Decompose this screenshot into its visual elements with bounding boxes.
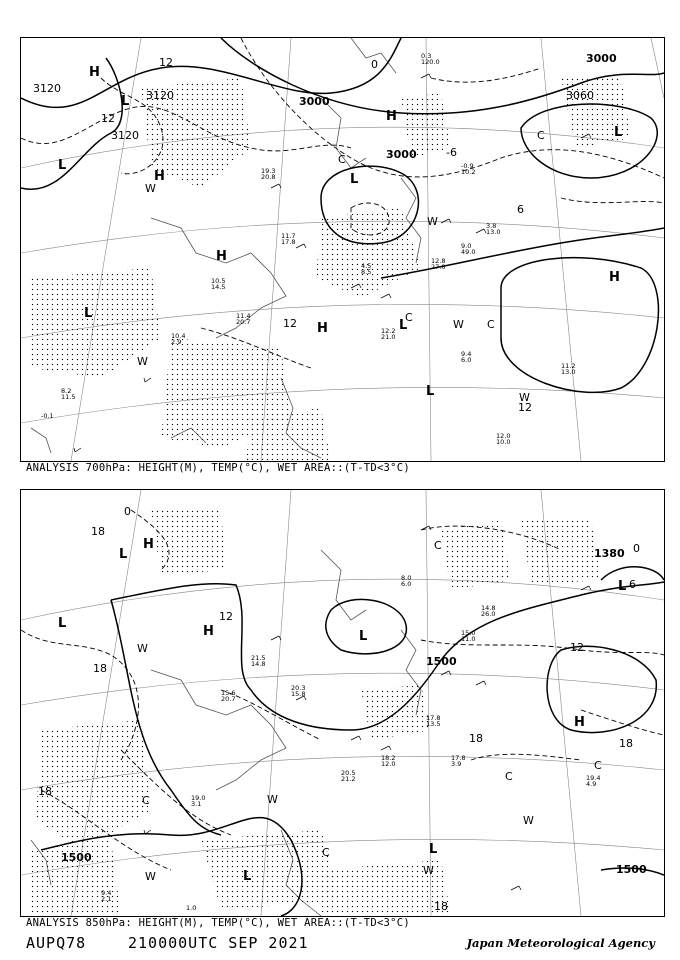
svg-text:H: H (143, 537, 154, 552)
svg-text:W: W (427, 215, 438, 228)
svg-text:W: W (423, 864, 434, 877)
svg-text:14.8: 14.8 (251, 660, 266, 668)
pressure-centers (58, 537, 626, 884)
svg-text:9.0: 9.0 (461, 242, 472, 250)
svg-text:8.2: 8.2 (61, 387, 72, 395)
svg-text:C: C (338, 153, 346, 166)
svg-text:L: L (119, 547, 128, 562)
svg-text:12: 12 (570, 641, 584, 654)
station-plots (41, 52, 575, 461)
svg-text:19.3: 19.3 (261, 167, 276, 175)
agency-name: Japan Meteorological Agency (466, 936, 655, 950)
svg-text:C: C (405, 311, 413, 324)
svg-text:3120: 3120 (146, 89, 174, 102)
svg-text:15.8: 15.8 (291, 690, 306, 698)
svg-text:21.2: 21.2 (341, 775, 356, 783)
svg-text:12: 12 (219, 610, 233, 623)
svg-text:27.0: 27.0 (431, 263, 446, 271)
svg-text:10.4: 10.4 (171, 332, 186, 340)
svg-text:120.0: 120.0 (421, 58, 440, 66)
svg-text:L: L (58, 158, 67, 173)
svg-text:1500: 1500 (61, 851, 92, 864)
height-labels (61, 547, 647, 876)
svg-text:21.0: 21.0 (381, 333, 396, 341)
svg-text:19.0: 19.0 (191, 794, 206, 802)
svg-text:3060: 3060 (566, 89, 594, 102)
svg-text:14.8: 14.8 (481, 604, 496, 612)
svg-text:H: H (386, 109, 397, 124)
svg-text:18: 18 (619, 737, 633, 750)
svg-text:18: 18 (91, 525, 105, 538)
svg-text:0: 0 (633, 542, 640, 555)
svg-text:-0.9: -0.9 (461, 162, 474, 170)
svg-text:11.4: 11.4 (236, 312, 251, 320)
svg-text:3.9: 3.9 (451, 760, 462, 768)
caption-850hpa: ANALYSIS 850hPa: HEIGHT(M), TEMP(°C), WET AREA::(T-TD<3°C) (26, 917, 411, 929)
svg-text:17.8: 17.8 (281, 238, 296, 246)
svg-text:W: W (523, 814, 534, 827)
svg-text:C: C (142, 794, 150, 807)
svg-text:49.0: 49.0 (461, 248, 476, 256)
svg-text:12: 12 (101, 112, 115, 125)
svg-text:3000: 3000 (586, 52, 617, 65)
svg-text:10.5: 10.5 (211, 277, 226, 285)
svg-text:18: 18 (93, 662, 107, 675)
svg-text:C: C (487, 318, 495, 331)
svg-text:17.8: 17.8 (426, 714, 441, 722)
svg-text:2.9: 2.9 (171, 338, 182, 346)
svg-text:L: L (243, 869, 252, 884)
svg-text:13.0: 13.0 (561, 368, 576, 376)
wet-areas (31, 510, 601, 916)
svg-text:L: L (399, 318, 408, 333)
svg-text:1.0: 1.0 (186, 904, 197, 912)
svg-text:W: W (145, 182, 156, 195)
valid-time: 210000UTC SEP 2021 (128, 934, 309, 952)
caption-700hpa: ANALYSIS 700hPa: HEIGHT(M), TEMP(°C), WET AREA::(T-TD<3°C) (26, 462, 411, 474)
svg-text:20.5: 20.5 (341, 769, 356, 777)
svg-text:-6: -6 (446, 146, 457, 159)
svg-text:3120: 3120 (111, 129, 139, 142)
svg-text:C: C (434, 539, 442, 552)
svg-text:H: H (574, 715, 585, 730)
svg-text:12.0: 12.0 (496, 432, 511, 440)
svg-text:C: C (505, 770, 513, 783)
svg-text:20.3: 20.3 (291, 684, 306, 692)
svg-text:21.5: 21.5 (251, 654, 266, 662)
svg-text:L: L (359, 629, 368, 644)
svg-text:12: 12 (159, 56, 173, 69)
svg-text:20.8: 20.8 (261, 173, 276, 181)
svg-text:20.7: 20.7 (221, 695, 236, 703)
svg-text:18.2: 18.2 (381, 754, 396, 762)
svg-text:13.0: 13.0 (486, 228, 501, 236)
svg-text:12: 12 (283, 317, 297, 330)
svg-text:8.0: 8.0 (401, 574, 412, 582)
svg-text:L: L (121, 94, 130, 109)
svg-text:4.9: 4.9 (586, 780, 597, 788)
svg-text:10.2: 10.2 (461, 168, 476, 176)
svg-text:4.5: 4.5 (361, 262, 372, 270)
svg-text:10.0: 10.0 (496, 438, 511, 446)
svg-text:3.1: 3.1 (191, 800, 202, 808)
svg-text:0: 0 (371, 58, 378, 71)
svg-text:W: W (145, 870, 156, 883)
svg-text:-0.1: -0.1 (41, 412, 54, 420)
svg-text:H: H (203, 624, 214, 639)
station-plots (101, 574, 600, 912)
svg-text:18: 18 (434, 900, 448, 913)
svg-text:17.8: 17.8 (451, 754, 466, 762)
svg-text:3000: 3000 (386, 148, 417, 161)
svg-text:12.2: 12.2 (381, 327, 396, 335)
svg-text:6: 6 (517, 203, 524, 216)
svg-text:C: C (537, 129, 545, 142)
svg-text:1500: 1500 (616, 863, 647, 876)
map-700hpa-canvas (21, 38, 664, 461)
svg-text:H: H (609, 270, 620, 285)
svg-text:3000: 3000 (299, 95, 330, 108)
svg-text:H: H (317, 321, 328, 336)
svg-text:W: W (137, 355, 148, 368)
svg-text:20.7: 20.7 (236, 318, 251, 326)
svg-text:3120: 3120 (33, 82, 61, 95)
svg-text:11.5: 11.5 (61, 393, 76, 401)
svg-text:11.2: 11.2 (561, 362, 576, 370)
svg-text:3.8: 3.8 (486, 222, 497, 230)
svg-text:11.7: 11.7 (281, 232, 296, 240)
svg-text:L: L (58, 616, 67, 631)
svg-text:15.6: 15.6 (221, 689, 236, 697)
svg-text:11.0: 11.0 (461, 635, 476, 643)
svg-text:L: L (614, 125, 623, 140)
map-850hpa-canvas (21, 490, 664, 916)
svg-text:W: W (453, 318, 464, 331)
svg-text:C: C (322, 846, 330, 859)
svg-text:L: L (426, 384, 435, 399)
svg-text:18: 18 (38, 785, 52, 798)
svg-text:H: H (154, 169, 165, 184)
svg-text:9.4: 9.4 (101, 889, 112, 897)
svg-text:L: L (350, 172, 359, 187)
svg-text:W: W (267, 793, 278, 806)
map-panel-700hpa (20, 37, 665, 462)
svg-text:12.0: 12.0 (381, 760, 396, 768)
svg-text:1380: 1380 (594, 547, 625, 560)
svg-text:15.0: 15.0 (461, 629, 476, 637)
svg-text:19.4: 19.4 (586, 774, 601, 782)
svg-text:H: H (216, 249, 227, 264)
map-panel-850hpa (20, 489, 665, 917)
svg-text:W: W (137, 642, 148, 655)
svg-text:12.8: 12.8 (431, 257, 446, 265)
svg-text:L: L (84, 306, 93, 321)
svg-text:9.4: 9.4 (461, 350, 472, 358)
svg-text:H: H (89, 65, 100, 80)
svg-text:6.0: 6.0 (461, 356, 472, 364)
svg-text:6: 6 (629, 578, 636, 591)
svg-text:13.5: 13.5 (426, 720, 441, 728)
svg-text:1500: 1500 (426, 655, 457, 668)
svg-text:2.1: 2.1 (101, 895, 112, 903)
svg-text:26.0: 26.0 (481, 610, 496, 618)
svg-text:C: C (594, 759, 602, 772)
svg-text:0.3: 0.3 (421, 52, 432, 60)
svg-text:0: 0 (124, 505, 131, 518)
svg-text:W: W (519, 391, 530, 404)
svg-text:14.5: 14.5 (211, 283, 226, 291)
svg-text:18: 18 (469, 732, 483, 745)
svg-text:12: 12 (518, 401, 532, 414)
svg-text:6.0: 6.0 (401, 580, 412, 588)
svg-text:L: L (429, 842, 438, 857)
chart-id: AUPQ78 (26, 934, 87, 952)
svg-text:8.5: 8.5 (361, 268, 372, 276)
svg-text:L: L (618, 579, 627, 594)
